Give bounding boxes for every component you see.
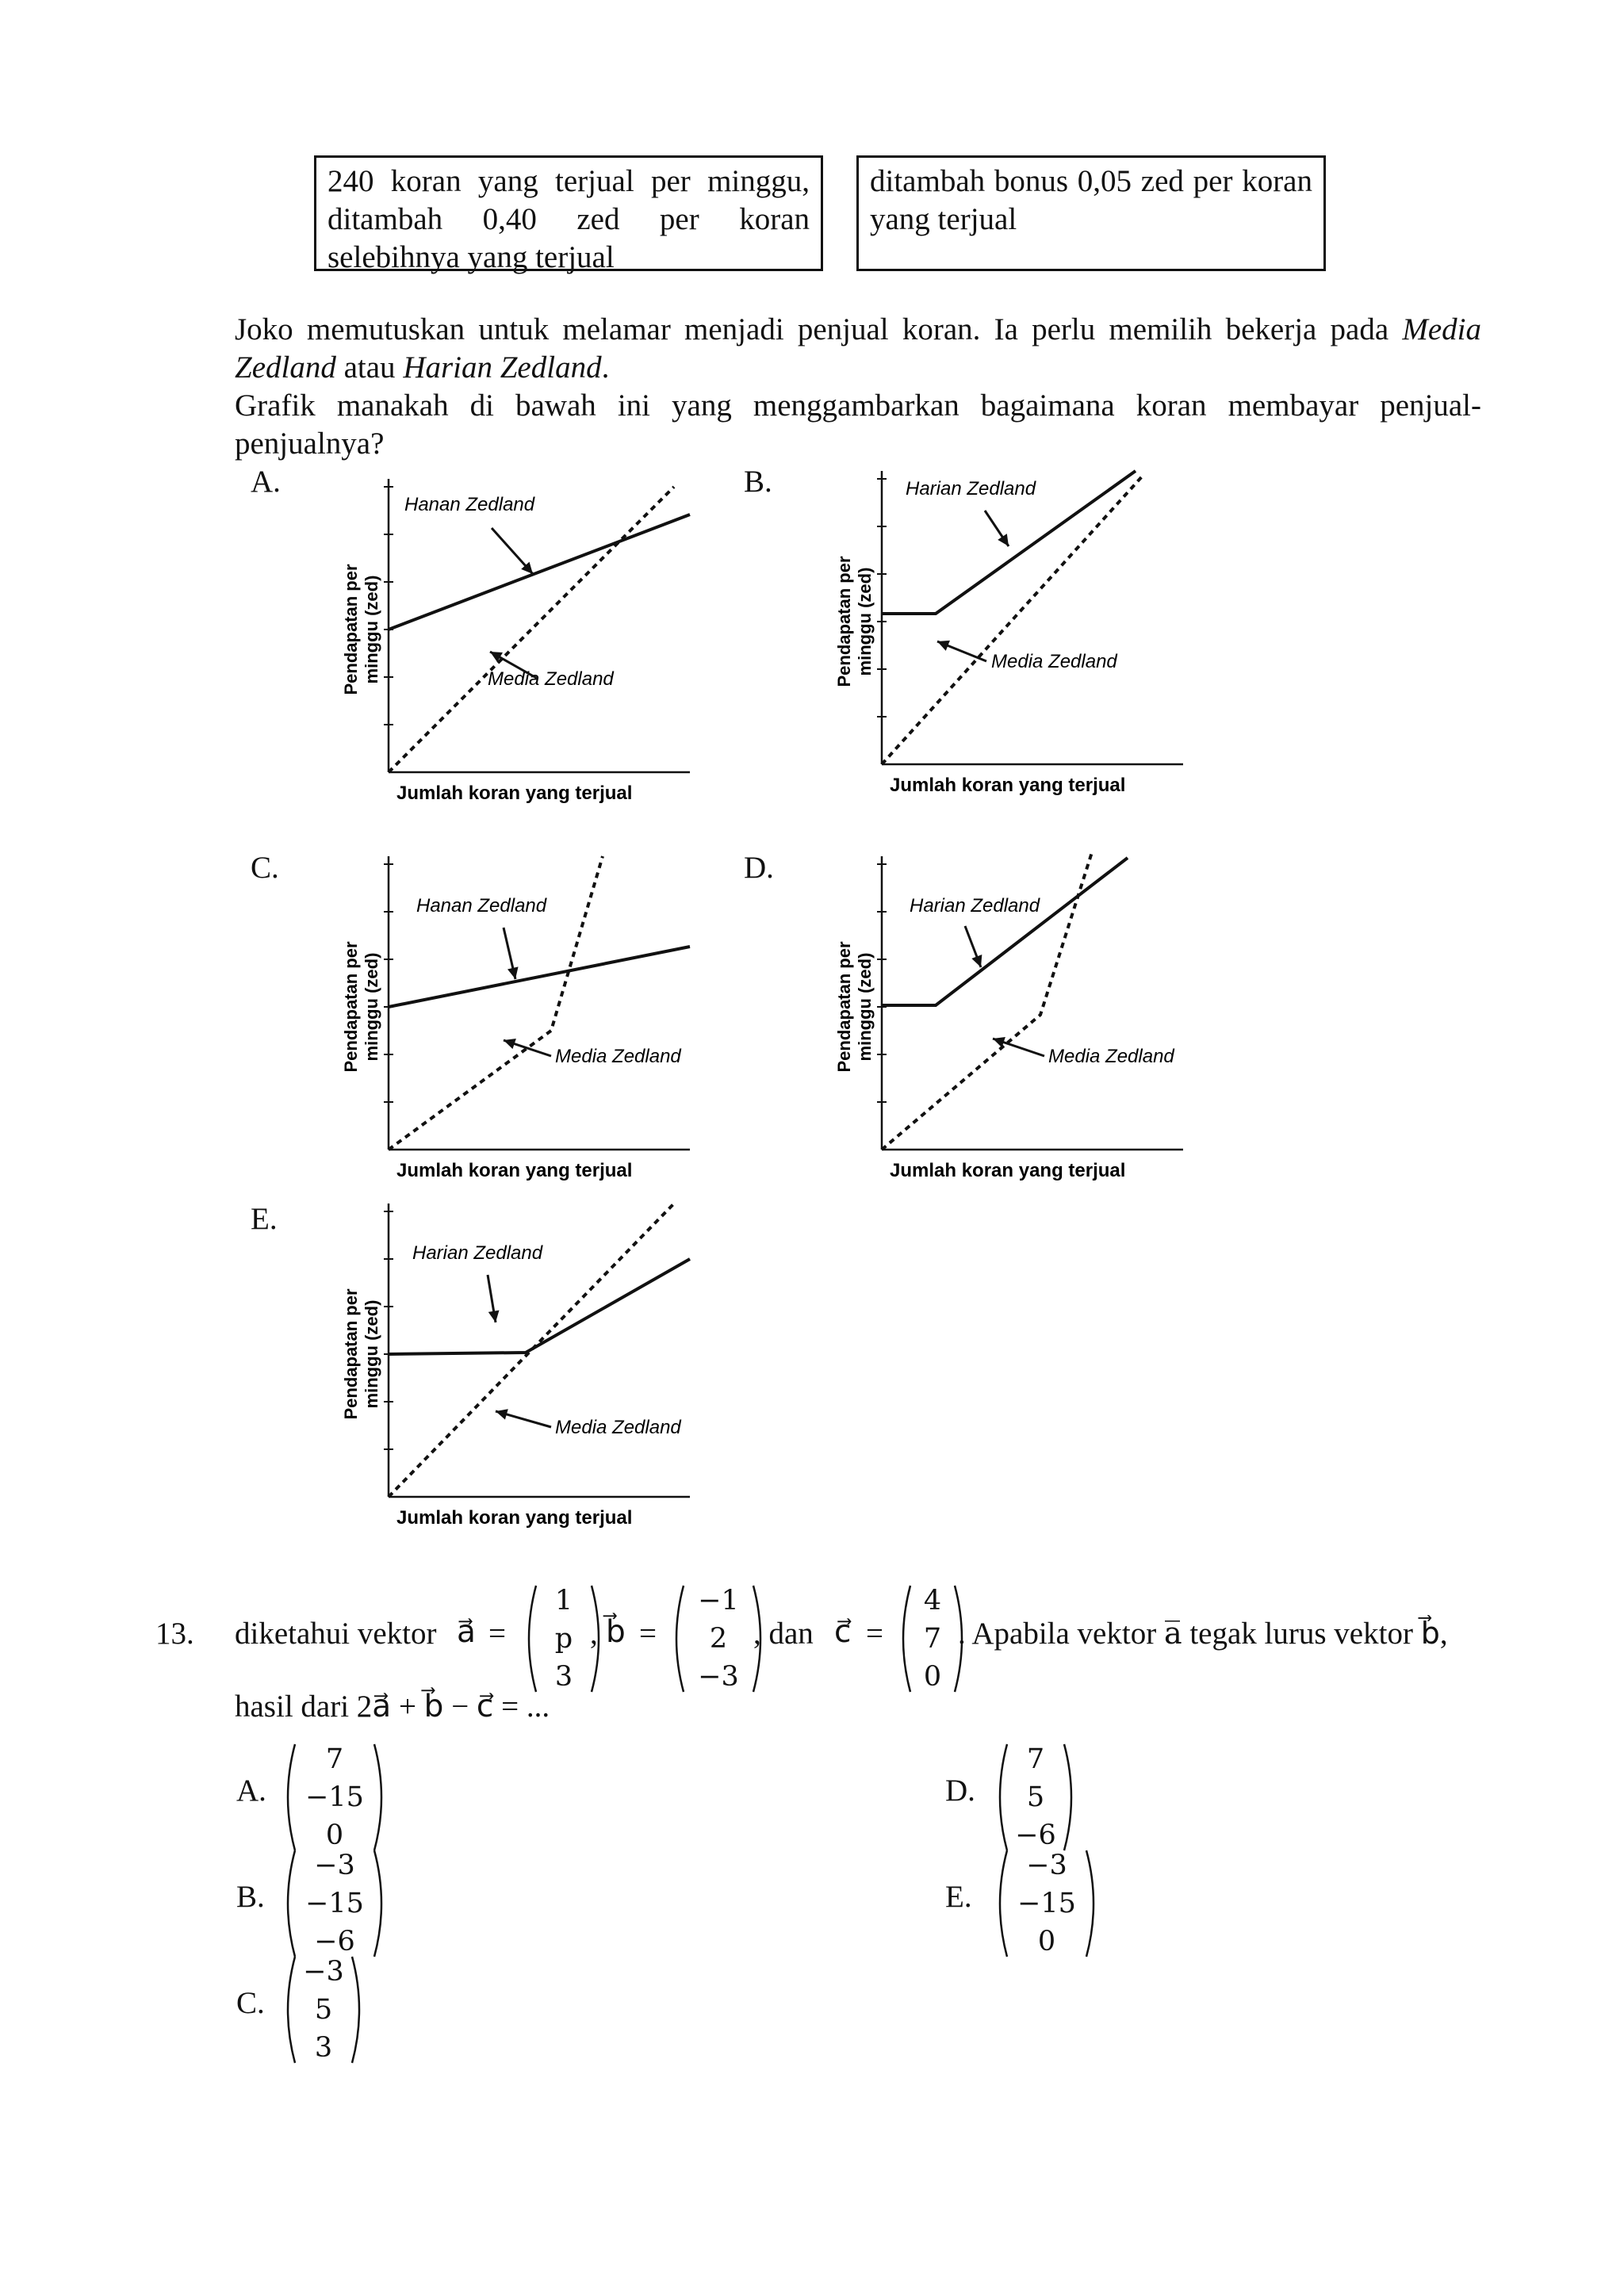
equals-sign-b: = (639, 1617, 657, 1651)
q13-text-intro: diketahui vektor (235, 1617, 437, 1651)
media-zedland-label: Media Zedland (555, 1046, 681, 1067)
intro-connector: atau (335, 350, 404, 385)
answer-a-component-3: 0 (325, 1820, 344, 1851)
q13-number: 13. (155, 1617, 194, 1651)
x-axis-label: Jumlah koran yang terjual (890, 775, 1126, 796)
answer-a-vector (279, 1741, 390, 1854)
vector-c-symbol: c⃗ (834, 1614, 852, 1650)
harian-zedland-label: Harian Zedland (412, 1242, 543, 1264)
paren-left (520, 1582, 539, 1695)
y-axis-label-line1: Pendapatan per (341, 1288, 361, 1420)
answer-b-component-3: −6 (314, 1926, 355, 1957)
answer-e-component-3: 0 (1037, 1926, 1056, 1957)
answer-b-label: B. (236, 1880, 265, 1914)
vector-b-component-1: −1 (698, 1585, 739, 1617)
y-axis-label-line1: Pendapatan per (834, 941, 854, 1073)
vector-a-component-2: p (554, 1623, 573, 1655)
paren-right (1083, 1847, 1102, 1960)
harian-zedland-line (389, 515, 690, 629)
harian-zedland-label: Harian Zedland (910, 895, 1040, 916)
y-axis-label-line2: minggu (zed) (362, 575, 381, 684)
answer-d-label: D. (945, 1774, 975, 1808)
y-axis-label-line2: minggu (zed) (855, 567, 875, 676)
graph-option-c (325, 848, 722, 1181)
graph-option-c-label: C. (251, 851, 279, 885)
answer-d-component-3: −6 (1015, 1820, 1056, 1851)
graph-option-e (325, 1196, 722, 1529)
answer-a-component-2: −15 (305, 1781, 364, 1813)
media-zedland-line (389, 487, 674, 772)
answer-d-component-1: 7 (1026, 1743, 1045, 1775)
paren-left (894, 1582, 914, 1695)
paren-right (371, 1847, 390, 1960)
answer-c-vector (279, 1954, 368, 2066)
comma-a: , (590, 1617, 598, 1651)
answer-b-component-1: −3 (314, 1850, 355, 1881)
answer-c-component-2: 5 (314, 1994, 333, 2026)
harian-zedland-label: Harian Zedland (906, 478, 1036, 499)
graph-option-d (818, 848, 1215, 1181)
paren-right (349, 1954, 368, 2066)
harian-zedland-arrow-head (998, 534, 1009, 546)
media-zedland-line (882, 475, 1143, 764)
x-axis-label: Jumlah koran yang terjual (396, 783, 633, 804)
paper-harian-name: Harian Zedland (403, 350, 602, 385)
q13-text-condition (958, 1616, 1481, 1651)
intro-paragraph (235, 311, 1481, 387)
graph-option-a-label: A. (251, 465, 281, 499)
condition-text-c: , (1439, 1617, 1448, 1651)
condition-box-left: 240 koran yang terjual per minggu, ditambah 0,40 zed per koran selebihnya yang terjual (314, 155, 823, 271)
dan-text: , dan (753, 1617, 814, 1651)
equals-sign-a: = (488, 1617, 506, 1651)
paren-left (279, 1847, 298, 1960)
condition-text-b: tegak lurus vektor (1182, 1617, 1421, 1651)
media-zedland-label: Media Zedland (991, 651, 1117, 672)
vector-c-component-2: 7 (923, 1623, 942, 1655)
q13-question-line: hasil dari 2a⃗ + b⃗ − c⃗ = ... (235, 1689, 550, 1724)
answer-d-vector (991, 1741, 1080, 1854)
answer-a-label: A. (236, 1774, 266, 1808)
vector-b-component-2: 2 (709, 1623, 728, 1655)
y-axis-label-line2: minggu (zed) (362, 1299, 381, 1409)
answer-e-label: E. (945, 1880, 972, 1914)
answer-d-component-2: 5 (1026, 1781, 1045, 1813)
harian-zedland-label: Hanan Zedland (404, 494, 535, 515)
graph-option-d-label: D. (744, 851, 774, 885)
media-zedland-arrow-head (504, 1039, 516, 1049)
equals-sign-c: = (866, 1617, 883, 1651)
paren-right (371, 1741, 390, 1854)
answer-e-component-1: −3 (1026, 1850, 1067, 1881)
paren-left (991, 1847, 1010, 1960)
vector-b-symbol: b⃗ (606, 1614, 626, 1650)
vector-a-component-3: 3 (554, 1661, 573, 1693)
answer-e-vector (991, 1847, 1102, 1960)
vector-a-component-1: 1 (554, 1585, 573, 1617)
intro-period: . (601, 350, 610, 385)
media-zedland-label: Media Zedland (488, 668, 614, 690)
vector-b-component-3: −3 (698, 1661, 739, 1693)
graph-option-b-label: B. (744, 465, 772, 499)
y-axis-label-line1: Pendapatan per (834, 556, 854, 687)
y-axis-label-line2: minggu (zed) (855, 952, 875, 1062)
intro-question: Grafik manakah di bawah ini yang menggambarkan bagaimana koran membayar penjual-penjualnya? (235, 388, 1481, 461)
media-zedland-label: Media Zedland (1048, 1046, 1174, 1067)
x-axis-label: Jumlah koran yang terjual (396, 1507, 633, 1529)
vector-c-component-3: 0 (923, 1661, 942, 1693)
condition-box-right: ditambah bonus 0,05 zed per koran yang terjual (856, 155, 1326, 271)
vector-c-component-1: 4 (923, 1585, 942, 1617)
graph-option-a (325, 471, 722, 804)
intro-text: Joko memutuskan untuk melamar menjadi penjual koran. Ia perlu memilih bekerja pada (235, 312, 1403, 346)
x-axis-label: Jumlah koran yang terjual (396, 1160, 633, 1181)
paren-left (668, 1582, 687, 1695)
media-zedland-label: Media Zedland (555, 1417, 681, 1438)
answer-c-component-3: 3 (314, 2032, 333, 2064)
answer-e-component-2: −15 (1017, 1888, 1076, 1919)
paren-right (1061, 1741, 1080, 1854)
vector-a-bar-symbol: a̅ (1163, 1616, 1182, 1651)
answer-c-component-1: −3 (303, 1956, 344, 1988)
paper-media-name: Media Zedland (235, 312, 1481, 385)
paren-left (991, 1741, 1010, 1854)
harian-zedland-arrow-head (508, 966, 519, 979)
paren-left (279, 1954, 298, 2066)
answer-a-component-1: 7 (325, 1743, 344, 1775)
y-axis-label-line1: Pendapatan per (341, 564, 361, 695)
x-axis-label: Jumlah koran yang terjual (890, 1160, 1126, 1181)
vector-b-symbol-2: b⃗ (1420, 1616, 1440, 1651)
answer-b-vector (279, 1847, 390, 1960)
graph-option-e-label: E. (251, 1202, 278, 1236)
harian-zedland-line (882, 858, 1128, 1005)
paren-left (279, 1741, 298, 1854)
condition-text-a: . Apabila vektor (958, 1617, 1164, 1651)
harian-zedland-line (389, 947, 690, 1007)
harian-zedland-arrow-head (488, 1311, 500, 1322)
y-axis-label-line2: minggu (zed) (362, 952, 381, 1062)
y-axis-label-line1: Pendapatan per (341, 941, 361, 1073)
vector-a-symbol: a⃗ (457, 1614, 476, 1650)
harian-zedland-label: Hanan Zedland (416, 895, 547, 916)
graph-option-b (818, 463, 1215, 796)
answer-b-component-2: −15 (305, 1888, 364, 1919)
answer-c-label: C. (236, 1986, 265, 2020)
